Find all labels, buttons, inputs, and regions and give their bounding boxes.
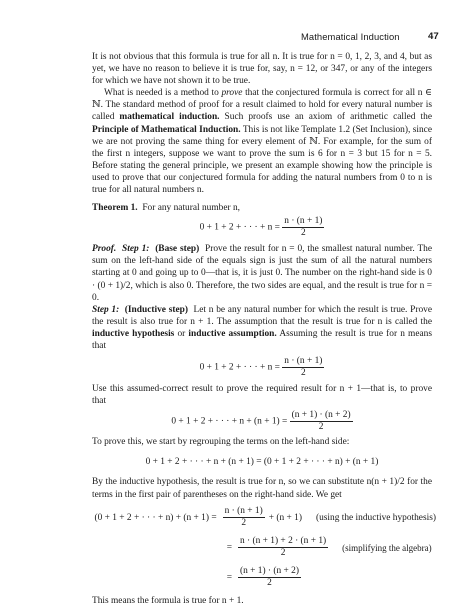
equation: 0 + 1 + 2 + · · · + n + (n + 1) = (0 + 1 + 2 + · · · + n) + (n + 1) [145,457,379,468]
equation: 0 + 1 + 2 + · · · + n = $\frac{n \cdot (n + 1)}{2}$ [199,356,323,379]
theorem: Theorem 1. For any natural number n, [92,203,240,214]
page-body [92,51,436,607]
paragraph: Use this assumed-correct result to prove the required result for n + 1—that is, to prove that [92,384,432,407]
page-number: 47 [428,31,439,42]
paragraph: By the inductive hypothesis, the result is true for n, so we can substitute n(n + 1)/2 for the terms in the first pair of parentheses on the right-hand side. We get [92,477,432,500]
theorem-label: Theorem 1. [92,203,138,214]
proof-step-2: Step 1: (Inductive step) Let n be any natural number for which the result is true. Prove the result is also true for n + 1. The assumption that the result is true for n is called the inductive hypothesis or inductive assumption. Assuming the result is true for n means that [92,304,433,351]
chapter-title: Mathematical Induction [301,31,400,42]
equation: 0 + 1 + 2 + · · · + n = $\frac{n \cdot (n + 1)}{2}$ [199,216,323,239]
running-header [0,31,474,45]
paragraph: To prove this, we start by regrouping the terms on the left-hand side: [92,437,350,448]
paragraph: What is needed is a method to prove that the conjectured formula is correct for all n ∈ ℕ. The standard method of proof for a result claimed to hold for every natural number is called mathematical induction. Such proofs use an axiom of arithmetic called the Principle of Mathematical Induction. This is not like Template 1.2 (Set Inclusion), since we are not proving the same thing for every element of ℕ. For example, for the sum of the first n integers, suppose we want to prove the sum is 6 for n = 3 but 15 for n = 5. Before stating the general principle, we present an example showing how the principle is used to prove that our conjectured formula for adding the natural numbers from 0 to n is true for all natural numbers n. [92,88,432,196]
paragraph: It is not obvious that this formula is true for all n. It is true for n = 0, 1, 2, 3, and 4, but as yet, we have no reason to believe it is true for, say, n = 12, or 347, or any of the integers for which we have not shown it to be true. [92,52,432,87]
calculation: (0 + 1 + 2 + · · · + n) + (n + 1) = $\frac{n \cdot (n + 1)}{2}$ + (n + 1) (using the inductive hypothesis) = $\frac{n \cdot (n + 1) + 2 \cdot (n + 1)}{2}$ (simplifying the algebra) = $\frac{(n + 1) \cdot (n + 2)}{2}$ [94,506,436,589]
proof-step-1: Proof. Step 1: (Base step) Prove the result for n = 0, the smallest natural number. The sum on the left-hand side of the equals sign is just the sum of all the natural numbers starting at 0 and going up to 0—that is, it is just 0. The number on the right-hand side is 0 · (0 + 1)/2, which is also 0. Therefore, the two sides are equal, and the result is true for n = 0. [92,244,433,303]
equation: 0 + 1 + 2 + · · · + n + (n + 1) = $\frac{(n + 1) \cdot (n + 2)}{2}$ [171,410,351,433]
paragraph: This means the formula is true for n + 1. [92,595,244,606]
